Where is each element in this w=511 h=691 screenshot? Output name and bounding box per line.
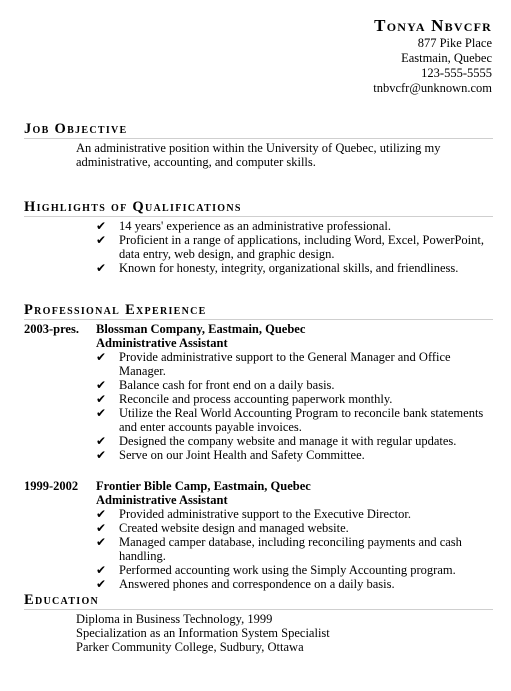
list-item: ✔ Created website design and managed website. [96,521,349,535]
list-item: ✔ Serve on our Joint Health and Safety Committee. [96,448,365,462]
email-address: tnbvcfr@unknown.com [373,81,492,95]
list-item: ✔ Proficient in a range of applications, including Word, Excel, PowerPoint, data entry, web design, and graphic design. [96,233,485,261]
list-item: ✔ Performed accounting work using the Simply Accounting program. [96,563,456,577]
phone-number: 123-555-5555 [421,66,492,80]
check-icon: ✔ [96,350,107,364]
highlights-heading: Highlights of Qualifications [24,200,493,217]
job-duties [24,350,493,462]
experience-heading: Professional Experience [24,303,493,320]
education-section [24,593,493,654]
check-icon: ✔ [96,563,107,577]
check-icon: ✔ [96,378,107,392]
job-entry [24,479,493,591]
check-icon: ✔ [96,406,107,420]
check-icon: ✔ [96,219,107,233]
job-role: Administrative Assistant [96,336,228,350]
highlights-list [24,219,493,275]
highlights-section [24,200,493,275]
objective-heading: Job Objective [24,122,493,139]
check-icon: ✔ [96,233,107,247]
check-icon: ✔ [96,577,107,591]
city-province: Eastmain, Quebec [401,51,492,65]
list-item: ✔ Designed the company website and manage it with regular updates. [96,434,457,448]
education-line: Specialization as an Information System Specialist [76,626,330,640]
list-item: ✔ Provided administrative support to the Executive Director. [96,507,411,521]
objective-section [24,122,493,169]
list-item: ✔ Reconcile and process accounting paperwork monthly. [96,392,393,406]
street-address: 877 Pike Place [417,36,492,50]
check-icon: ✔ [96,507,107,521]
contact-header [373,17,492,96]
list-item: ✔ Managed camper database, including reconciling payments and cash handling. [96,535,462,563]
list-item: ✔ Utilize the Real World Accounting Program to reconcile bank statements and enter accounts payable invoices. [96,406,484,434]
job-company: Blossman Company, Eastmain, Quebec [96,322,306,336]
job-entry [24,322,493,462]
objective-text: An administrative position within the University of Quebec, utilizing my administrative, accounting, and computer skills. [76,141,441,169]
list-item: ✔ Answered phones and correspondence on a daily basis. [96,577,395,591]
list-item: ✔ Provide administrative support to the General Manager and Office Manager. [96,350,451,378]
list-item: ✔ Balance cash for front end on a daily basis. [96,378,335,392]
check-icon: ✔ [96,392,107,406]
job-dates: 2003-pres. [24,322,79,336]
education-line: Diploma in Business Technology, 1999 [76,612,273,626]
check-icon: ✔ [96,521,107,535]
list-item: ✔ 14 years' experience as an administrative professional. [96,219,391,233]
job-role: Administrative Assistant [96,493,228,507]
education-heading: Education [24,593,493,610]
check-icon: ✔ [96,535,107,549]
list-item: ✔ Known for honesty, integrity, organizational skills, and friendliness. [96,261,459,275]
candidate-name: Tonya Nbvcfr [374,16,492,35]
job-duties [24,507,493,591]
experience-section [24,303,493,591]
job-dates: 1999-2002 [24,479,79,493]
check-icon: ✔ [96,434,107,448]
check-icon: ✔ [96,261,107,275]
education-line: Parker Community College, Sudbury, Ottawa [76,640,304,654]
check-icon: ✔ [96,448,107,462]
job-company: Frontier Bible Camp, Eastmain, Quebec [96,479,311,493]
